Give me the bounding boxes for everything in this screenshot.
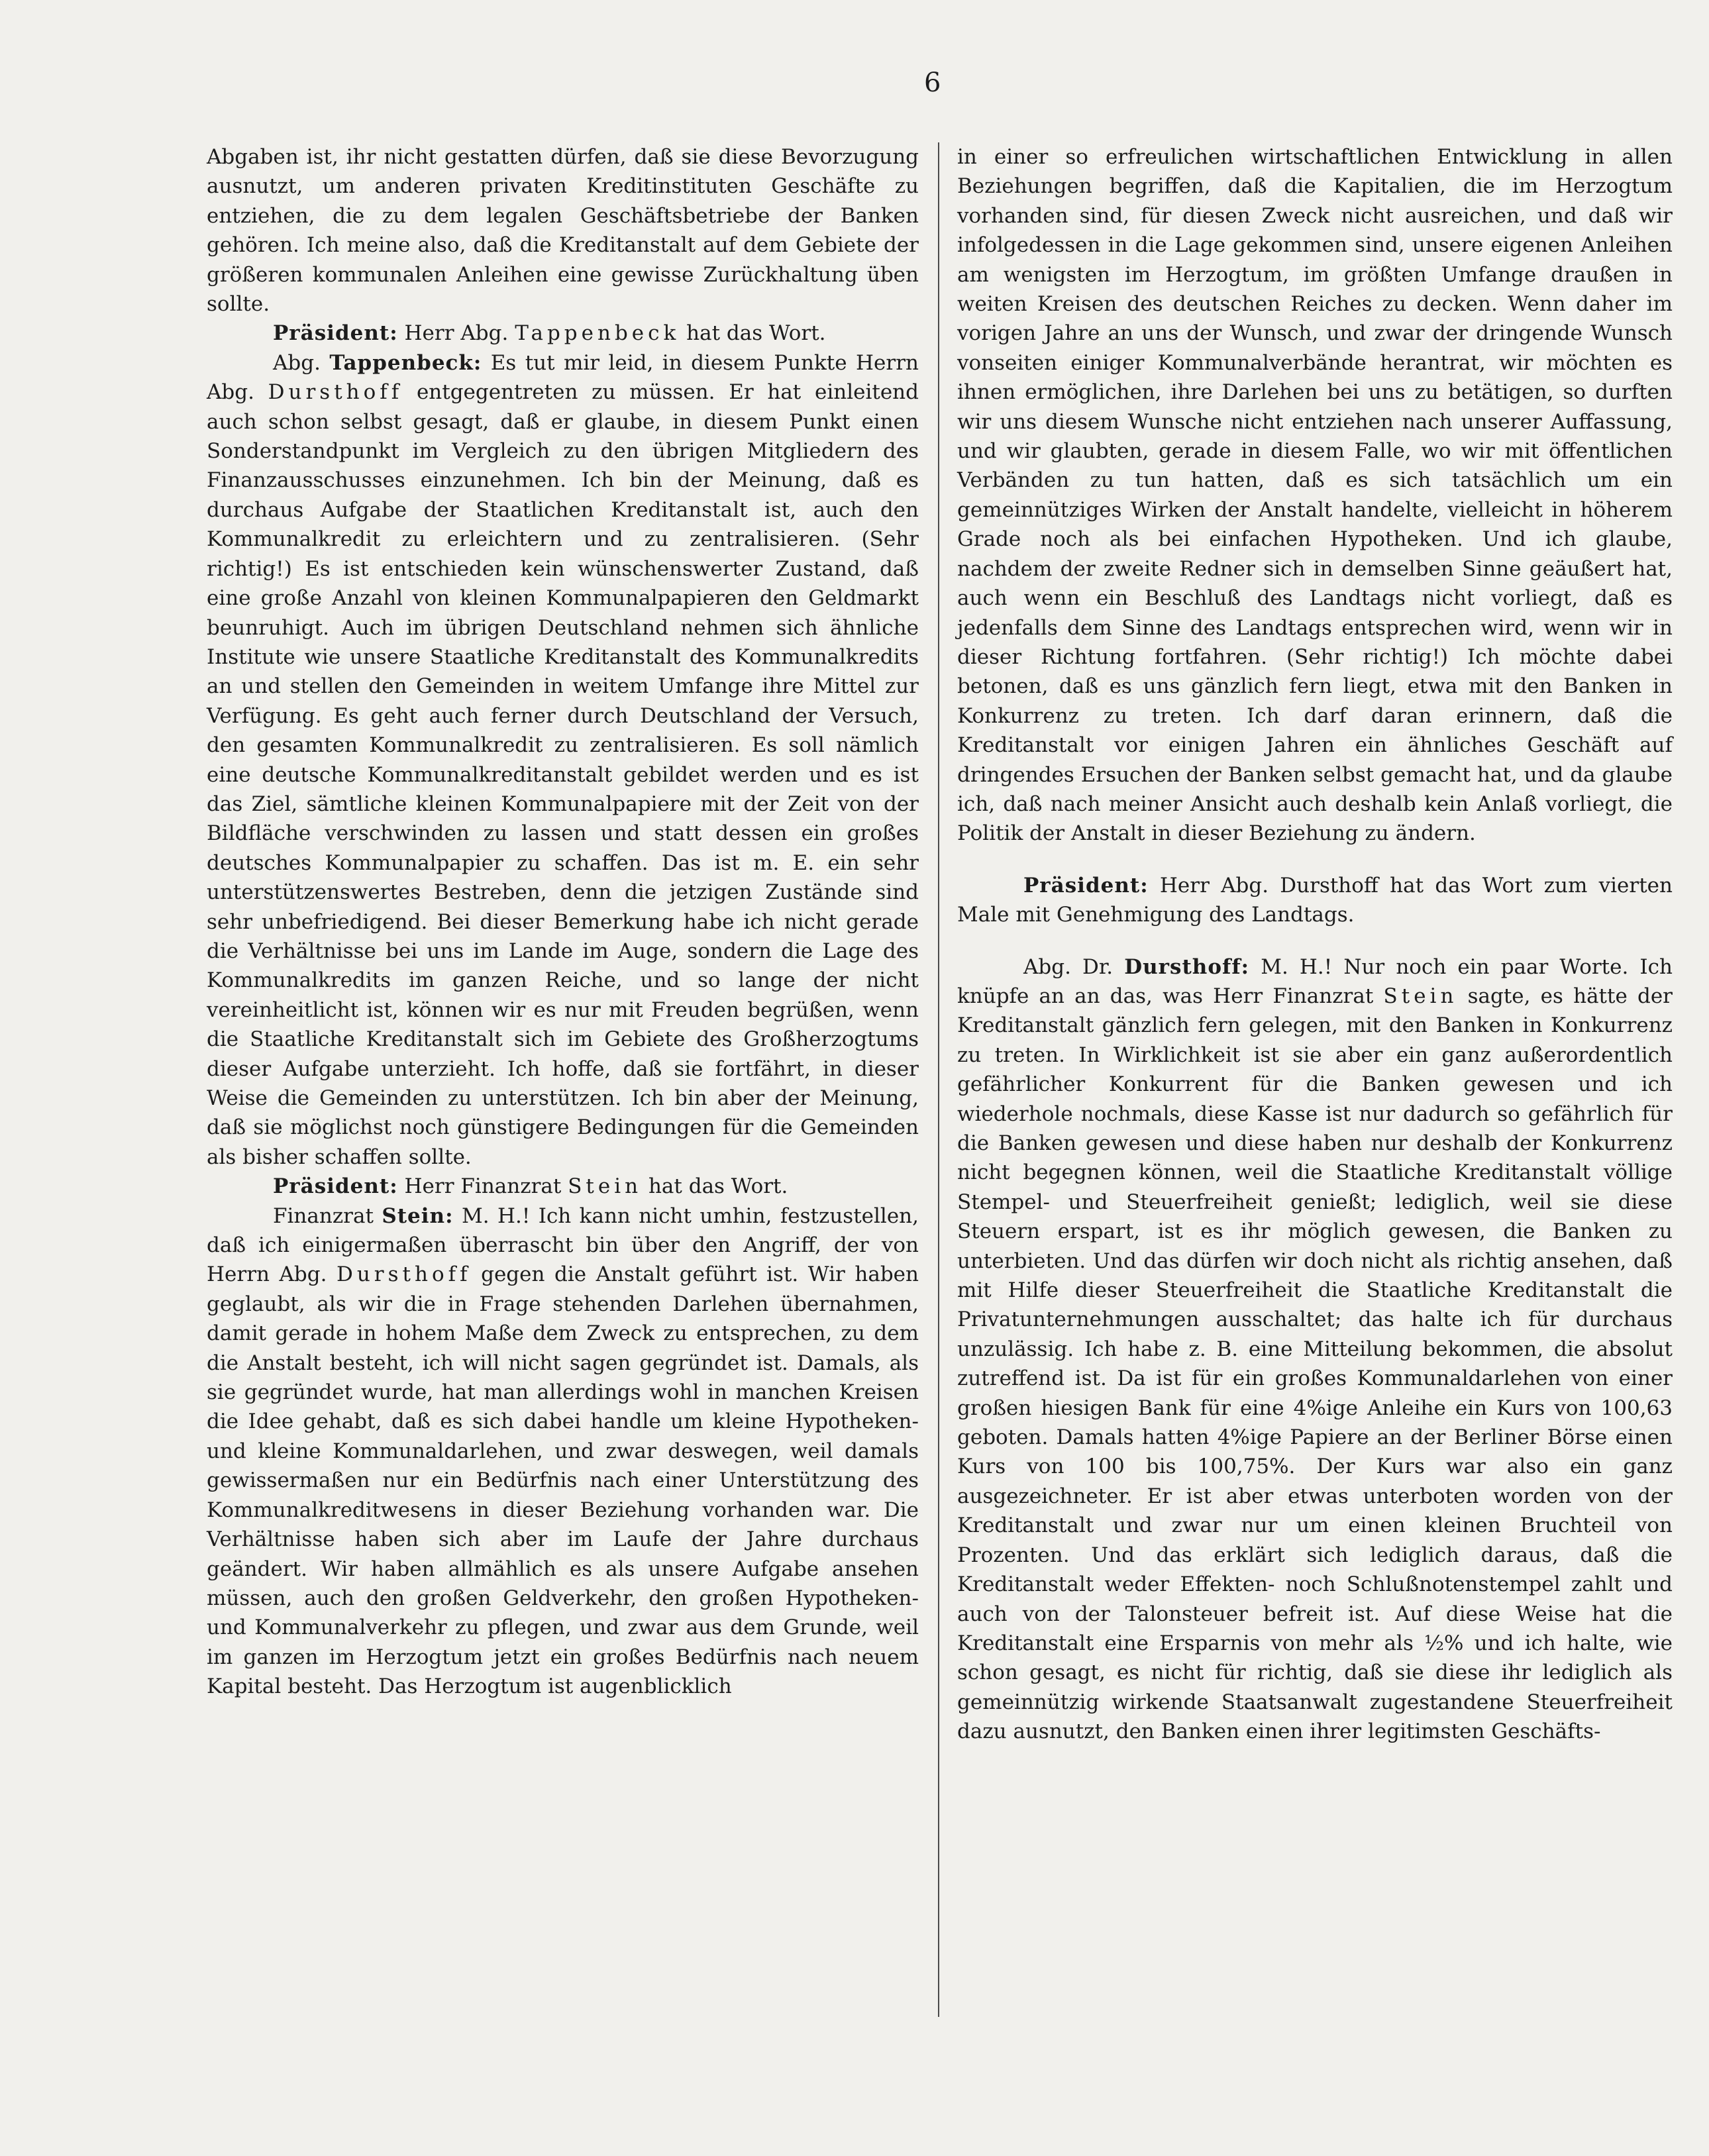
paragraph-text: M. H.! Ich kann nicht umhin, festzustellen, daß ich einigermaßen überrascht bin über den Angriff, der von Herrn Abg. [207,1204,919,1287]
left-column [207,142,919,1702]
column-divider [938,142,939,2017]
paragraph-text: Herr Finanzrat [397,1174,568,1199]
speaker-name: Dursthoff [268,380,403,405]
paragraph-text: M. H.! Nur noch ein paar Worte. Ich knüpfe an an das, was Herr Finanzrat [957,954,1673,1008]
speaker-role: Finanzrat [273,1204,382,1228]
paragraph-president-1 [207,319,919,348]
speaker-label: Stein: [382,1204,454,1228]
speaker-label: Präsident: [273,1174,398,1199]
right-column [957,142,1673,1747]
paragraph-president-2 [207,1172,919,1201]
speaker-role: Abg. Dr. [1023,954,1125,979]
page-number: 6 [924,68,941,98]
paragraph-text: Herr Abg. Dursthoff hat das Wort zum vierten Male mit Genehmigung des Landtags. [957,873,1673,927]
paragraph-text: entgegentreten zu müssen. Er hat einleitend auch schon selbst gesagt, daß er glaube, in diesem Punkt einen Sonderstandpunkt im Vergleich zu den übrigen Mitgliedern des Finanzausschusses einzunehmen. Ich bin der Meinung, daß es durchaus Aufgabe der Staatlichen Kreditanstalt ist, auch den Kommunalkredit zu erleichtern und zu zentralisieren. (Sehr richtig!) Es ist entschieden kein wünschenswerter Zustand, daß eine große Anzahl von kleinen Kommunalpapieren den Geldmarkt beunruhigt. Auch im übrigen Deutschland nehmen sich ähnliche Institute wie unsere Staatliche Kreditanstalt des Kommunalkredits an und stellen den Gemeinden in weitem Umfange ihre Mittel zur Verfügung. Es geht auch ferner durch Deutschland der Versuch, den gesamten Kommunalkredit zu zentralisieren. Es soll nämlich eine deutsche Kommunalkreditanstalt gebildet werden und es ist das Ziel, sämtliche kleinen Kommunalpapiere mit der Zeit von der Bildfläche verschwinden zu lassen und statt dessen ein großes deutsches Kommunalpapier zu schaffen. Das ist m. E. ein sehr unterstützenswertes Bestreben, denn die jetzigen Zustände sind sehr unbefriedigend. Bei dieser Bemerkung habe ich nicht gerade die Verhältnisse bei uns im Lande im Auge, sondern die Lage des Kommunalkredits im ganzen Reiche, und so lange der nicht vereinheitlicht ist, können wir es nur mit Freuden begrüßen, wenn die Staatliche Kreditanstalt sich im Gebiete des Großherzogtums dieser Aufgabe unterzieht. Ich hoffe, daß sie fortfährt, in dieser Weise die Gemeinden zu unterstützen. Ich bin aber der Meinung, daß sie möglichst noch günstigere Bedingungen für die Gemeinden als bisher schaffen sollte. [207,380,919,1169]
speaker-name: Stein [568,1174,643,1199]
paragraph-president-3 [957,871,1673,930]
paragraph-tappenbeck [207,348,919,1172]
speaker-label: Präsident: [273,321,398,346]
paragraph-stein [207,1202,919,1702]
paragraph-text: Herr Abg. [397,321,515,346]
paragraph-continuation: Abgaben ist, ihr nicht gestatten dürfen, daß sie diese Bevorzugung ausnutzt, um anderen privaten Kreditinstituten Geschäfte zu entziehen, die zu dem legalen Geschäftsbetriebe der Banken gehören. Ich meine also, daß die Kreditanstalt auf dem Gebiete der größeren kommunalen Anleihen eine gewisse Zurückhaltung üben sollte. [207,145,919,317]
paragraph-text: sagte, es hätte der Kreditanstalt gänzlich fern gelegen, mit den Banken in Konkurrenz zu treten. In Wirklichkeit ist sie aber ein ganz außerordentlich gefährlicher Konkurrent für die Banken gewesen und ich wiederhole nochmals, diese Kasse ist nur dadurch so gefährlich für die Banken gewesen und diese haben nur deshalb der Konkurrenz nicht begegnen können, weil die Staatliche Kreditanstalt völlige Stempel- und Steuerfreiheit genießt; lediglich, weil sie diese Steuern erspart, ist es ihr möglich gewesen, die Banken zu unterbieten. Und das dürfen wir doch nicht als richtig ansehen, daß mit Hilfe dieser Steuerfreiheit die Staatliche Kreditanstalt die Privatunternehmungen ausschaltet; das halte ich für durchaus unzulässig. Ich habe z. B. eine Mitteilung bekommen, die absolut zutreffend ist. Da ist für ein großes Kommunaldarlehen von einer großen hiesigen Bank für eine 4%ige Anleihe ein Kurs von 100,63 geboten. Damals hatten 4%ige Papiere an der Berliner Börse einen Kurs von 100 bis 100,75%. Der Kurs war also ein ganz ausgezeichneter. Er ist aber etwas unterboten worden von der Kreditanstalt und zwar nur um einen kleinen Bruchteil von Prozenten. Und das erklärt sich lediglich daraus, daß die Kreditanstalt weder Effekten- noch Schlußnotenstempel zahlt und auch von der Talonsteuer befreit ist. Auf diese Weise hat die Kreditanstalt eine Ersparnis von mehr als ½% und ich halte, wie schon gesagt, es nicht für richtig, daß sie diese ihr lediglich als gemeinnützig wirkende Staatsanwalt zugestandene Steuerfreiheit dazu ausnutzt, den Banken einen ihrer legitimsten Geschäfts- [957,984,1673,1744]
paragraph-text: Es tut mir leid, in diesem Punkte Herrn Abg. [207,350,919,405]
speaker-name: Stein [1383,984,1458,1008]
paragraph-continuation: in einer so erfreulichen wirtschaftlichen Entwicklung in allen Beziehungen begriffen, daß die Kapitalien, die im Herzogtum vorhanden sind, für diesen Zweck nicht ausreichen, und daß wir infolgedessen in die Lage gekommen sind, unsere eigenen Anleihen am wenigsten im Herzogtum, im größten Umfange draußen in weiten Kreisen des deutschen Reiches zu decken. Wenn daher im vorigen Jahre an uns der Wunsch, und zwar der dringende Wunsch vonseiten einiger Kommunalverbände herantrat, wir möchten es ihnen ermöglichen, ihre Darlehen bei uns zu betätigen, so durften wir uns diesem Wunsche nicht entziehen nach unserer Auffassung, und wir glaubten, gerade in diesem Falle, wo wir mit öffentlichen Verbänden zu tun hatten, daß es sich tatsächlich um ein gemeinnütziges Wirken der Anstalt handelte, vielleicht in höherem Grade noch als bei einfachen Hypotheken. Und ich glaube, nachdem der zweite Redner sich in demselben Sinne geäußert hat, auch wenn ein Beschluß des Landtags nicht vorliegt, daß es jedenfalls dem Sinne des Landtags entsprechen wird, wenn wir in dieser Richtung fortfahren. (Sehr richtig!) Ich möchte dabei betonen, daß es uns gänzlich fern liegt, etwa mit den Banken in Konkurrenz zu treten. Ich darf daran erinnern, daß die Kreditanstalt vor einigen Jahren ein ähnliches Geschäft auf dringendes Ersuchen der Banken selbst gemacht hat, und da glaube ich, daß nach meiner Ansicht auch deshalb kein Anlaß vorliegt, die Politik der Anstalt in dieser Beziehung zu ändern. [957,145,1673,846]
speaker-name: Dursthoff [336,1262,472,1287]
paragraph-text: hat das Wort. [642,1174,788,1199]
speaker-label: Dursthoff: [1124,954,1250,979]
speaker-label: Tappenbeck: [329,350,482,375]
paragraph-text: gegen die Anstalt geführt ist. Wir haben geglaubt, als wir die in Frage stehenden Darlehen übernahmen, damit gerade in hohem Maße dem Zweck zu entsprechen, zu dem die Anstalt besteht, ich will nicht sagen gegründet ist. Damals, als sie gegründet wurde, hat man allerdings wohl in manchen Kreisen die Idee gehabt, daß es sich dabei handle um kleine Hypotheken- und kleine Kommunaldarlehen, und zwar deswegen, weil damals gewissermaßen nur ein Bedürfnis nach einer Unterstützung des Kommunalkreditwesens in dieser Beziehung vorhanden war. Die Verhältnisse haben sich aber im Laufe der Jahre durchaus geändert. Wir haben allmählich es als unsere Aufgabe ansehen müssen, auch den großen Geldverkehr, den großen Hypotheken- und Kommunalverkehr zu pflegen, und zwar aus dem Grunde, weil im ganzen im Herzogtum jetzt ein großes Bedürfnis nach neuem Kapital besteht. Das Herzogtum ist augenblicklich [207,1262,919,1699]
paragraph-text: hat das Wort. [680,321,826,346]
speaker-label: Präsident: [1023,873,1149,898]
paragraph-dursthoff [957,952,1673,1747]
speaker-role: Abg. [273,350,330,375]
speaker-name: Tappenbeck [515,321,680,346]
